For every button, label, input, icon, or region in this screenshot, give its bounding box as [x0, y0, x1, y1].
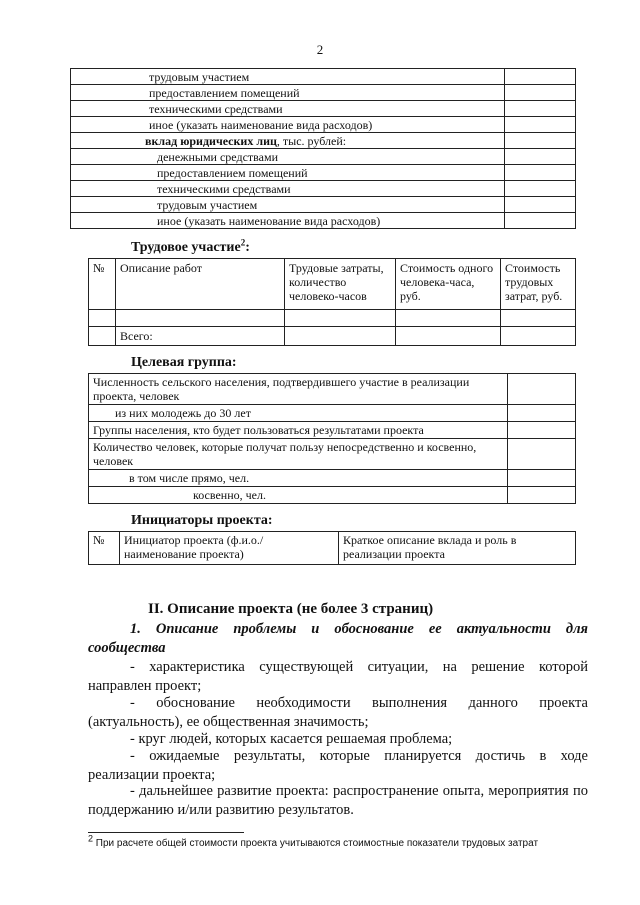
- target-value[interactable]: [508, 405, 576, 422]
- contribution-label: предоставлением помещений: [71, 85, 505, 101]
- contribution-label: иное (указать наименование вида расходов): [71, 213, 505, 229]
- contribution-label: техническими средствами: [71, 181, 505, 197]
- labor-title: [131, 237, 250, 256]
- header-num: №: [89, 259, 116, 310]
- contributions-table: [70, 68, 576, 229]
- initiators-header-role: Краткое описание вклада и роль в реализации проекта: [339, 532, 576, 565]
- header-total-cost: Стоимость трудовых затрат, руб.: [501, 259, 576, 310]
- contribution-value[interactable]: [505, 85, 576, 101]
- target-value[interactable]: [508, 487, 576, 504]
- bullet-results: [88, 747, 588, 785]
- contribution-value[interactable]: [505, 181, 576, 197]
- bullet-justification-line1: [88, 694, 588, 713]
- contribution-label: трудовым участием: [71, 69, 505, 85]
- contribution-label: техническими средствами: [71, 101, 505, 117]
- target-label: из них молодежь до 30 лет: [89, 405, 508, 422]
- bullet-justification-rest: (актуальность), ее общественная значимость;: [88, 714, 369, 730]
- total-label: Всего:: [116, 327, 285, 346]
- word: проекта: [539, 695, 588, 711]
- header-description: Описание работ: [116, 259, 285, 310]
- target-label: Количество человек, которые получат пользу непосредственно и косвенно, человек: [89, 439, 508, 470]
- initiators-header-num: №: [89, 532, 120, 565]
- contribution-label: денежными средствами: [71, 149, 505, 165]
- word: данного: [468, 695, 518, 711]
- initiators-title: Инициаторы проекта:: [131, 513, 273, 528]
- footnote-number: 2: [88, 833, 94, 844]
- contribution-value[interactable]: [505, 213, 576, 229]
- word: характеристика: [149, 659, 245, 675]
- contribution-row: [71, 197, 576, 213]
- word: необходимости: [256, 695, 351, 711]
- target-label: Численность сельского населения, подтвердившего участие в реализации проекта, человек: [89, 374, 508, 405]
- contribution-value[interactable]: [505, 197, 576, 213]
- contribution-row: [71, 69, 576, 85]
- labor-title-text: Трудовое участие: [131, 240, 241, 255]
- bullet-people: - круг людей, которых касается решаемая проблема;: [130, 731, 453, 747]
- footnote-divider: [88, 832, 244, 833]
- bullet-situation-rest: направлен проект;: [88, 678, 202, 694]
- target-row: [89, 439, 576, 470]
- section2-subtitle: 1. Описание проблемы и обоснование ее актуальности для сообщества: [88, 621, 588, 656]
- contribution-value[interactable]: [505, 165, 576, 181]
- contribution-label: трудовым участием: [71, 197, 505, 213]
- contribution-label: иное (указать наименование вида расходов): [71, 117, 505, 133]
- target-value[interactable]: [508, 470, 576, 487]
- bullet-situation: [88, 658, 588, 696]
- word: выполнения: [372, 695, 448, 711]
- target-label: Группы населения, кто будет пользоваться результатами проекта: [89, 422, 508, 439]
- target-value[interactable]: [508, 439, 576, 470]
- word: ожидаемые: [149, 748, 220, 764]
- contribution-row: [71, 101, 576, 117]
- contribution-row: [71, 133, 576, 149]
- word: которой: [538, 659, 588, 675]
- contribution-value[interactable]: [505, 133, 576, 149]
- contribution-label-bold: вклад юридических лиц: [145, 134, 277, 148]
- contribution-value[interactable]: [505, 117, 576, 133]
- target-value[interactable]: [508, 374, 576, 405]
- initiators-table: [88, 531, 576, 565]
- contribution-row: [71, 117, 576, 133]
- contribution-row: [71, 165, 576, 181]
- contribution-value[interactable]: [505, 101, 576, 117]
- word: результаты,: [233, 748, 306, 764]
- footnote-mark: 2: [240, 237, 246, 248]
- target-label: в том числе прямо, чел.: [89, 470, 508, 487]
- word: ходе: [560, 748, 588, 764]
- contribution-row: [71, 181, 576, 197]
- contribution-label: [71, 133, 505, 149]
- word: -: [130, 748, 135, 764]
- word: решение: [471, 659, 525, 675]
- initiators-header-name: Инициатор проекта (ф.и.о./наименование проекта): [120, 532, 339, 565]
- footnote: [88, 833, 588, 849]
- word: существующей: [259, 659, 354, 675]
- bullet-justification: [88, 694, 588, 732]
- word: которые: [319, 748, 370, 764]
- target-row: [89, 405, 576, 422]
- header-hour-cost: Стоимость одного человека-часа, руб.: [396, 259, 501, 310]
- word: обоснование: [156, 695, 235, 711]
- contribution-row: [71, 85, 576, 101]
- word: -: [130, 695, 135, 711]
- word: ситуации,: [367, 659, 429, 675]
- bullet-results-line1: [88, 747, 588, 766]
- bullet-results-rest: реализации проекта;: [88, 767, 216, 783]
- target-group-table: [88, 373, 576, 504]
- target-row: [89, 422, 576, 439]
- contribution-label: предоставлением помещений: [71, 165, 505, 181]
- word: на: [442, 659, 457, 675]
- header-labor-hours: Трудовые затраты, количество человеко-часов: [285, 259, 396, 310]
- bullet-development: - дальнейшее развитие проекта: распространение опыта, мероприятия по поддержанию и/или развитию результатов.: [88, 783, 588, 818]
- footnote-text: При расчете общей стоимости проекта учитываются стоимостные показатели трудовых затрат: [93, 838, 539, 849]
- target-row: [89, 470, 576, 487]
- target-value[interactable]: [508, 422, 576, 439]
- target-row: [89, 487, 576, 504]
- target-row: [89, 374, 576, 405]
- word: планируется: [384, 748, 462, 764]
- contribution-row: [71, 149, 576, 165]
- page-number: 2: [316, 42, 324, 57]
- word: в: [539, 748, 547, 764]
- labor-title-colon: :: [245, 240, 250, 255]
- bullet-situation-line1: [88, 658, 588, 677]
- contribution-row: [71, 213, 576, 229]
- target-title: Целевая группа:: [131, 355, 237, 370]
- contribution-value[interactable]: [505, 149, 576, 165]
- word: достичь: [475, 748, 526, 764]
- section2-title: II. Описание проекта (не более 3 страниц): [148, 601, 434, 617]
- contribution-value[interactable]: [505, 69, 576, 85]
- word: -: [130, 659, 135, 675]
- target-label: косвенно, чел.: [89, 487, 508, 504]
- contribution-label-rest: , тыс. рублей:: [276, 134, 347, 148]
- labor-table: [88, 258, 576, 346]
